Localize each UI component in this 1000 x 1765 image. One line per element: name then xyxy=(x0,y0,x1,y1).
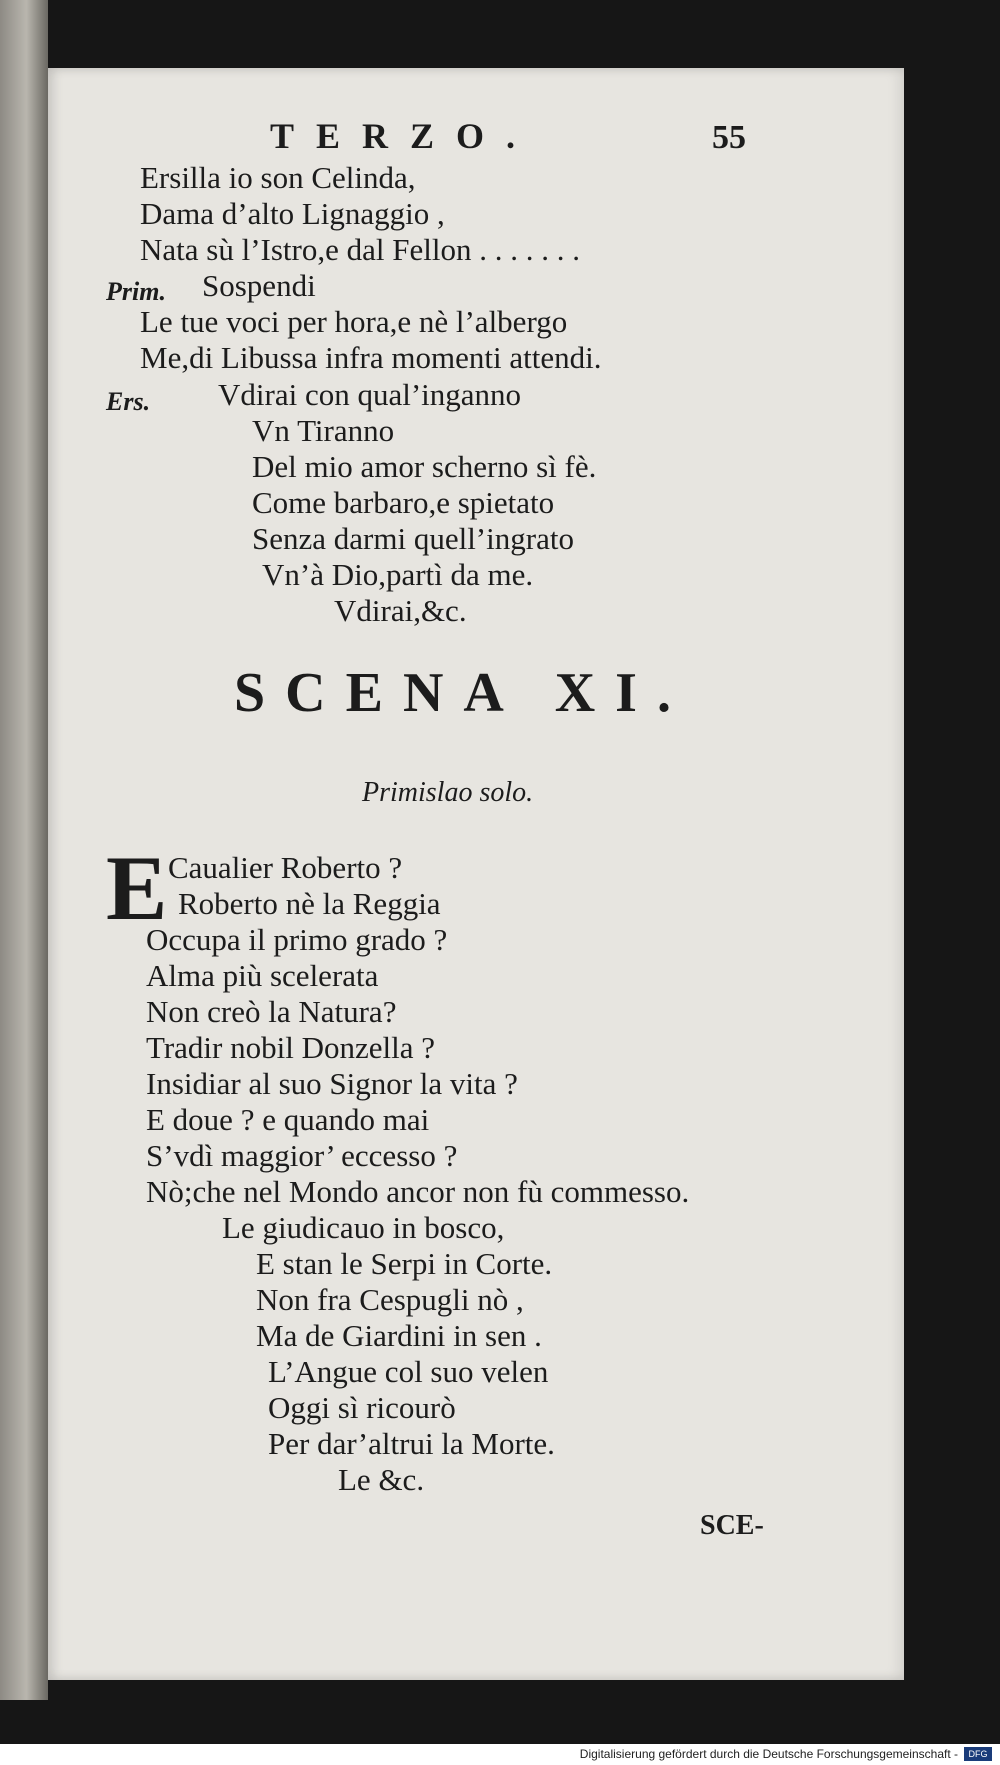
speaker-label: Ers. xyxy=(106,387,151,416)
catchword: SCE- xyxy=(700,1510,764,1541)
text-line: Le giudicauo in bosco, xyxy=(222,1210,505,1245)
text-line: E stan le Serpi in Corte. xyxy=(256,1246,553,1281)
text-line: S’vdì maggior’ eccesso ? xyxy=(146,1138,458,1173)
text-line: L’Angue col suo velen xyxy=(268,1354,549,1389)
text-line: Sospendi xyxy=(202,268,316,303)
drop-cap: E xyxy=(106,837,168,939)
text-line: Senza darmi quell’ingrato xyxy=(252,521,574,556)
dfg-logo: DFG xyxy=(964,1747,992,1761)
text-line: Caualier Roberto ? xyxy=(168,850,403,885)
text-line: Alma più scelerata xyxy=(146,958,379,993)
text-line: Le tue voci per hora,e nè l’albergo xyxy=(140,304,568,339)
scene-subtitle: Primislao solo. xyxy=(362,777,534,808)
page-number: 55 xyxy=(712,119,746,156)
text-line: Come barbaro,e spietato xyxy=(252,485,555,520)
text-line: Non creò la Natura? xyxy=(146,994,397,1029)
text-line: Tradir nobil Donzella ? xyxy=(146,1030,435,1065)
text-line: Roberto nè la Reggia xyxy=(178,886,441,921)
text-line: Nò;che nel Mondo ancor non fù commesso. xyxy=(146,1174,690,1209)
text-line: Per dar’altrui la Morte. xyxy=(268,1426,555,1461)
text-line: Vdirai,&c. xyxy=(334,593,467,628)
text-line: Vn Tiranno xyxy=(252,413,395,448)
text-line: Oggi sì ricourò xyxy=(268,1390,456,1425)
text-line: Me,di Libussa infra momenti attendi. xyxy=(140,340,602,375)
running-title: TERZO. xyxy=(270,116,538,156)
speaker-label: Prim. xyxy=(106,277,166,306)
text-line: E doue ? e quando mai xyxy=(146,1102,430,1137)
scene-title: SCENA XI. xyxy=(234,662,691,724)
text-line: Vdirai con qual’inganno xyxy=(218,377,522,412)
text-line: Ersilla io son Celinda, xyxy=(140,160,416,195)
text-line: Occupa il primo grado ? xyxy=(146,922,448,957)
text-line: Insidiar al suo Signor la vita ? xyxy=(146,1066,518,1101)
text-line: Del mio amor scherno sì fè. xyxy=(252,449,597,484)
text-line: Le &c. xyxy=(338,1462,425,1497)
text-line: Ma de Giardini in sen . xyxy=(256,1318,542,1353)
digitization-credit: Digitalisierung gefördert durch die Deutsche Forschungsgemeinschaft - xyxy=(579,1747,958,1761)
text-line: Nata sù l’Istro,e dal Fellon . . . . . . . xyxy=(140,232,580,267)
text-line: Dama d’alto Lignaggio , xyxy=(140,196,445,231)
text-line: Vn’à Dio,partì da me. xyxy=(262,557,534,592)
text-line: Non fra Cespugli nò , xyxy=(256,1282,524,1317)
book-spine-edge xyxy=(0,0,48,1700)
